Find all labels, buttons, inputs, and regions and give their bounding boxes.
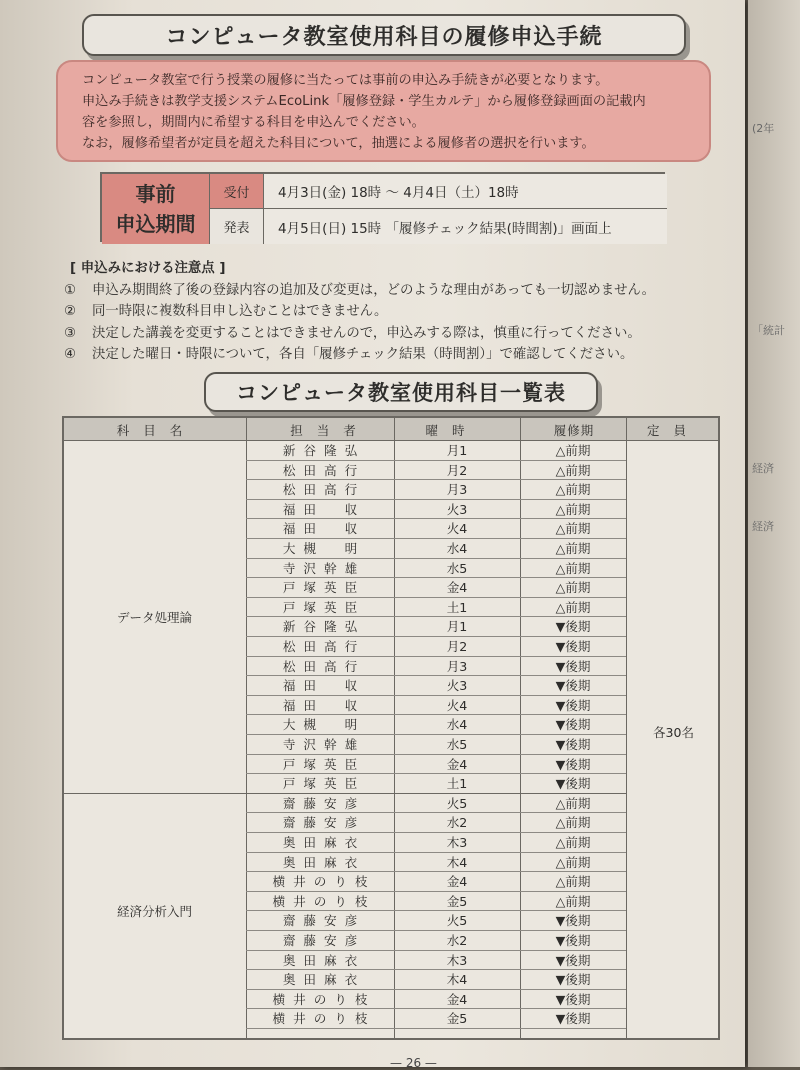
table-row (246, 500, 626, 520)
note-number: ④ (64, 347, 77, 362)
notes-heading: [ 申込みにおける注意点 ] (70, 261, 226, 276)
term-cell: △前期 (555, 541, 591, 556)
instructor-cell: 戸塚英臣 (282, 776, 366, 792)
term-cell: ▼後期 (555, 933, 591, 948)
table-row (246, 696, 626, 716)
instructor-cell: 戸塚英臣 (282, 756, 366, 772)
accept-label: 受付 (210, 174, 264, 209)
term-cell: △前期 (555, 835, 591, 850)
day-period-cell: 月1 (446, 619, 468, 635)
table-row (246, 539, 626, 559)
term-cell: △前期 (555, 443, 591, 458)
term-cell: △前期 (555, 815, 591, 831)
column-divider (626, 418, 627, 1038)
subject-table (62, 416, 720, 1040)
table-row (246, 735, 626, 755)
day-period-cell: 月3 (446, 482, 468, 498)
term-cell: △前期 (555, 501, 591, 517)
term-cell: ▼後期 (555, 639, 591, 654)
table-row (246, 774, 626, 794)
day-period-cell: 金4 (446, 580, 468, 596)
instructor-cell: 横井のり枝 (272, 874, 376, 890)
day-period-cell: 水2 (446, 933, 468, 948)
table-row (246, 676, 626, 696)
day-period-cell: 月1 (446, 443, 468, 458)
instructor-cell: 戸塚英臣 (282, 599, 366, 615)
term-cell: ▼後期 (555, 972, 591, 988)
accept-value: 4月3日(金) 18時 ～ 4月4日（土）18時 (264, 174, 667, 209)
term-cell: ▼後期 (555, 737, 591, 752)
day-period-cell: 水4 (446, 541, 468, 556)
table-row (246, 931, 626, 951)
notes-section (64, 258, 704, 366)
day-period-cell: 月2 (446, 462, 468, 478)
term-cell: △前期 (555, 795, 591, 811)
instructor-cell: 寺沢幹雄 (282, 737, 366, 752)
instructor-cell: 松田高行 (282, 658, 366, 674)
instructor-cell: 松田高行 (282, 639, 366, 654)
notice-box (56, 60, 711, 162)
instructor-cell: 松田高行 (282, 462, 366, 478)
term-cell: △前期 (555, 599, 591, 615)
term-cell: ▼後期 (555, 697, 591, 713)
row-divider (246, 1028, 626, 1029)
instructor-cell: 福田 収 (282, 678, 366, 694)
day-period-cell: 水5 (446, 560, 468, 576)
announce-value: 4月5日(日) 15時 「履修チェック結果(時間割)」画面上 (264, 209, 667, 244)
day-period-cell: 月2 (446, 639, 468, 654)
note-number: ① (64, 282, 77, 298)
fragment-text: 経済 (752, 462, 774, 475)
header-day-period: 曜時 (425, 423, 479, 438)
table-row (246, 951, 626, 971)
day-period-cell: 金4 (446, 874, 468, 890)
header-instructor: 担当者 (290, 423, 370, 438)
instructor-cell: 大槻 明 (282, 717, 366, 733)
day-period-cell: 水2 (446, 815, 468, 831)
day-period-cell: 金4 (446, 991, 468, 1007)
instructor-cell: 奥田麻衣 (282, 952, 366, 968)
note-text: 同一時限に複数科目申し込むことはできません。 (92, 304, 388, 319)
instructor-cell: 戸塚英臣 (282, 580, 366, 596)
term-cell: ▼後期 (555, 776, 591, 792)
table-row (246, 657, 626, 677)
note-number: ② (64, 304, 77, 319)
term-cell: △前期 (555, 482, 591, 498)
notice-line: コンピュータ教室で行う授業の履修に当たっては事前の申込み手続きが必要となります。 (82, 73, 609, 88)
day-period-cell: 木4 (446, 972, 468, 988)
term-cell: △前期 (555, 854, 591, 870)
note-item (64, 280, 704, 302)
instructor-cell: 奥田麻衣 (282, 972, 366, 988)
term-cell: ▼後期 (555, 1011, 591, 1027)
day-period-cell: 木4 (446, 854, 468, 870)
table-row (246, 970, 626, 990)
note-item (64, 301, 704, 323)
day-period-cell: 木3 (446, 952, 468, 968)
adjacent-page-edge (748, 0, 800, 1067)
table-row (246, 715, 626, 735)
table-row (246, 480, 626, 500)
instructor-cell: 横井のり枝 (272, 991, 376, 1007)
instructor-cell: 新谷隆弘 (282, 619, 366, 635)
instructor-cell: 福田 収 (282, 697, 366, 713)
term-cell: △前期 (555, 462, 591, 478)
day-period-cell: 金5 (446, 1011, 468, 1027)
list-title: コンピュータ教室使用科目一覧表 (204, 372, 598, 412)
table-row (246, 617, 626, 637)
day-period-cell: 土1 (446, 776, 468, 792)
term-cell: ▼後期 (555, 619, 591, 635)
instructor-cell: 福田 収 (282, 501, 366, 517)
table-row (246, 441, 626, 461)
term-cell: △前期 (555, 874, 591, 890)
page-title: コンピュータ教室使用科目の履修申込手続 (82, 14, 686, 56)
period-header (102, 174, 210, 244)
instructor-cell: 松田高行 (282, 482, 366, 498)
instructor-cell: 横井のり枝 (272, 893, 376, 909)
table-row (246, 833, 626, 853)
day-period-cell: 金4 (446, 756, 468, 772)
instructor-cell: 齋藤安彦 (282, 815, 366, 831)
table-row (246, 519, 626, 539)
subject-name: 経済分析入門 (116, 904, 192, 920)
note-text: 申込み期間終了後の登録内容の追加及び変更は，どのような理由があっても一切認めません。 (92, 282, 656, 298)
fragment-text: 経済 (752, 520, 774, 533)
table-row (246, 990, 626, 1010)
table-row (246, 911, 626, 931)
period-header-line1: 事前 (135, 182, 176, 206)
day-period-cell: 火3 (446, 501, 468, 517)
day-period-cell: 土1 (446, 599, 468, 615)
table-row (246, 598, 626, 618)
note-text: 決定した講義を変更することはできませんので，申込みする際は，慎重に行ってください。 (92, 325, 641, 341)
table-row (246, 559, 626, 579)
table-row (246, 813, 626, 833)
note-item (64, 323, 704, 345)
header-term: 履修期 (553, 423, 595, 438)
instructor-cell: 横井のり枝 (272, 1011, 376, 1027)
table-row (246, 637, 626, 657)
term-cell: ▼後期 (555, 717, 591, 733)
term-cell: ▼後期 (555, 991, 591, 1007)
header-subject: 科目名 (116, 423, 197, 438)
fragment-text: (2年 (752, 122, 775, 135)
subject-name: データ処理論 (116, 610, 192, 626)
day-period-cell: 木3 (446, 835, 468, 850)
term-cell: ▼後期 (555, 952, 591, 968)
term-cell: ▼後期 (555, 756, 591, 772)
note-text: 決定した曜日・時限について，各自「履修チェック結果（時間割）」で確認してください。 (92, 347, 634, 362)
page-number: — 26 — (390, 1056, 437, 1070)
instructor-cell: 新谷隆弘 (282, 443, 366, 458)
fragment-text: 「統計 (752, 324, 785, 337)
table-row (246, 1009, 626, 1029)
term-cell: ▼後期 (555, 913, 591, 929)
instructor-cell: 福田 収 (282, 521, 366, 537)
application-period-table (100, 172, 665, 242)
table-row (246, 755, 626, 775)
notice-line: 申込み手続きは教学支援システムEcoLink「履修登録・学生カルテ」から履修登録画面の記載内 (82, 94, 646, 109)
note-number: ③ (64, 325, 77, 341)
day-period-cell: 水5 (446, 737, 468, 752)
capacity-cell: 各30名 (653, 725, 694, 740)
table-row (246, 872, 626, 892)
day-period-cell: 火4 (446, 697, 468, 713)
term-cell: △前期 (555, 521, 591, 537)
instructor-cell: 齋藤安彦 (282, 933, 366, 948)
period-header-line2: 申込期間 (115, 212, 196, 236)
day-period-cell: 火4 (446, 521, 468, 537)
table-row (246, 578, 626, 598)
day-period-cell: 火3 (446, 678, 468, 694)
instructor-cell: 齋藤安彦 (282, 913, 366, 929)
table-row (246, 794, 626, 814)
header-capacity: 定員 (646, 423, 700, 438)
table-row (246, 853, 626, 873)
day-period-cell: 水4 (446, 717, 468, 733)
day-period-cell: 火5 (446, 913, 468, 929)
notice-line: なお，履修希望者が定員を超えた科目について，抽選による履修者の選択を行います。 (82, 136, 595, 151)
table-row (246, 892, 626, 912)
term-cell: △前期 (555, 580, 591, 596)
term-cell: ▼後期 (555, 678, 591, 694)
instructor-cell: 奥田麻衣 (282, 854, 366, 870)
term-cell: ▼後期 (555, 658, 591, 674)
notice-line: 容を参照し，期間内に希望する科目を申込んでください。 (82, 115, 425, 130)
term-cell: △前期 (555, 893, 591, 909)
announce-label: 発表 (210, 209, 264, 244)
term-cell: △前期 (555, 560, 591, 576)
day-period-cell: 金5 (446, 893, 468, 909)
instructor-cell: 奥田麻衣 (282, 835, 366, 850)
day-period-cell: 月3 (446, 658, 468, 674)
instructor-cell: 寺沢幹雄 (282, 560, 366, 576)
instructor-cell: 齋藤安彦 (282, 795, 366, 811)
note-item (64, 344, 704, 366)
table-row (246, 461, 626, 481)
instructor-cell: 大槻 明 (282, 541, 366, 556)
table-header (64, 418, 718, 441)
day-period-cell: 火5 (446, 795, 468, 811)
